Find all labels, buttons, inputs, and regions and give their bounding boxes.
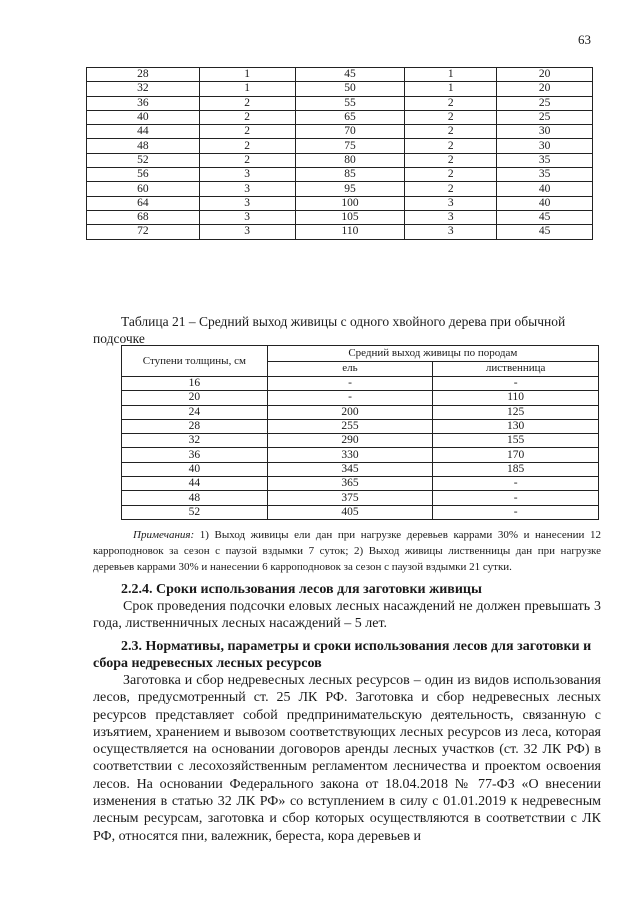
section-2-2-4-text: Срок проведения подсочки еловых лесных насаждений не должен превышать 3 года, лиственничных лесных насаждений – 5 лет.	[93, 599, 601, 632]
table-cell: 35	[497, 153, 593, 167]
table-cell: 64	[87, 196, 200, 210]
table-cell: 45	[497, 225, 593, 239]
table-cell: 155	[433, 434, 599, 448]
table-cell: 105	[295, 210, 405, 224]
table-cell: 35	[497, 168, 593, 182]
table-row	[122, 505, 599, 519]
table-cell: 68	[87, 210, 200, 224]
table-cell: 405	[267, 505, 433, 519]
table-row	[87, 210, 593, 224]
table-cell: 75	[295, 139, 405, 153]
table-cell: 80	[295, 153, 405, 167]
table-cell: 44	[122, 477, 268, 491]
table-cell: 20	[497, 82, 593, 96]
table-cell: 65	[295, 110, 405, 124]
table-cell: 1	[405, 82, 497, 96]
table-cell: 3	[199, 168, 295, 182]
table-cell: -	[267, 377, 433, 391]
table-cell: 345	[267, 462, 433, 476]
note-text: 1) Выход живицы ели дан при нагрузке деревьев каррами 30% и нанесении 12 карроподновок за сезон с паузой вздымки 7 суток; 2) Выход живицы лиственницы дан при нагрузке деревьев каррами 30% и нанесении 6 карроподновок за сезон с паузой вздымки 21 сутки.	[93, 529, 601, 573]
table-21-caption	[93, 313, 599, 347]
table-cell: 2	[199, 153, 295, 167]
section-2-2-4-heading: 2.2.4. Сроки использования лесов для заготовки живицы	[121, 582, 482, 597]
table-cell: 375	[267, 491, 433, 505]
table-row	[87, 225, 593, 239]
section-2-3-heading: 2.3. Нормативы, параметры и сроки использования лесов для заготовки и сбора недревесных лесных ресурсов	[93, 639, 592, 671]
table-cell: 2	[199, 139, 295, 153]
table-cell: 55	[295, 96, 405, 110]
table-cell: 2	[199, 125, 295, 139]
table-cell: 70	[295, 125, 405, 139]
header-larch: лиственница	[433, 361, 599, 377]
table-21	[121, 345, 599, 520]
note-label: Примечания:	[133, 529, 195, 541]
table-row	[122, 448, 599, 462]
table-cell: 56	[87, 168, 200, 182]
table-cell: 40	[497, 196, 593, 210]
table-cell: 16	[122, 377, 268, 391]
table-cell: 28	[122, 419, 268, 433]
table-cell: 20	[497, 68, 593, 82]
table-cell: 36	[87, 96, 200, 110]
table-cell: 32	[122, 434, 268, 448]
table-row	[122, 491, 599, 505]
table-cell: 2	[199, 110, 295, 124]
table-row	[122, 419, 599, 433]
table-note	[93, 527, 601, 575]
table-row	[87, 110, 593, 124]
table-row	[87, 196, 593, 210]
table-cell: 3	[405, 225, 497, 239]
table-cell: 32	[87, 82, 200, 96]
table-cell: 52	[87, 153, 200, 167]
header-resin-yield: Средний выход живицы по породам	[267, 346, 598, 362]
table-cell: 2	[405, 153, 497, 167]
table-row	[87, 139, 593, 153]
table-cell: 3	[405, 210, 497, 224]
table-cell: 2	[199, 96, 295, 110]
table-cell: -	[433, 491, 599, 505]
table-21-caption-line2: подсочке	[93, 331, 145, 346]
table-cell: 40	[122, 462, 268, 476]
table-cell: -	[433, 477, 599, 491]
table-cell: 1	[199, 68, 295, 82]
table-row	[122, 477, 599, 491]
table-cell: 170	[433, 448, 599, 462]
table-cell: 290	[267, 434, 433, 448]
table-cell: 28	[87, 68, 200, 82]
table-cell: 110	[433, 391, 599, 405]
table-cell: 24	[122, 405, 268, 419]
table-cell: 3	[199, 196, 295, 210]
table-cell: 48	[87, 139, 200, 153]
table-cell: 3	[199, 225, 295, 239]
table-row	[87, 153, 593, 167]
table-continuation	[86, 67, 593, 240]
table-cell: 45	[295, 68, 405, 82]
table-cell: 2	[405, 168, 497, 182]
table-cell: 95	[295, 182, 405, 196]
table-cell: 40	[497, 182, 593, 196]
table-21-caption-line1: Таблица 21 – Средний выход живицы с одного хвойного дерева при обычной	[121, 314, 566, 329]
table-row	[122, 434, 599, 448]
table-row	[87, 82, 593, 96]
table-cell: 45	[497, 210, 593, 224]
table-row	[87, 96, 593, 110]
table-cell: 60	[87, 182, 200, 196]
table-cell: 100	[295, 196, 405, 210]
table-cell: 25	[497, 96, 593, 110]
table-cell: 30	[497, 139, 593, 153]
table-cell: 255	[267, 419, 433, 433]
table-cell: 30	[497, 125, 593, 139]
table-row	[87, 125, 593, 139]
table-cell: 130	[433, 419, 599, 433]
table-cell: 44	[87, 125, 200, 139]
table-cell: -	[433, 505, 599, 519]
table-cell: 36	[122, 448, 268, 462]
table-cell: 52	[122, 505, 268, 519]
table-cell: 2	[405, 182, 497, 196]
table-21-body	[122, 377, 599, 520]
table-row	[122, 405, 599, 419]
table-row	[87, 168, 593, 182]
header-thickness: Ступени толщины, см	[122, 346, 268, 377]
section-2-3-text: Заготовка и сбор недревесных лесных ресурсов – один из видов использования лесов, предусмотренный ст. 25 ЛК РФ. Заготовка и сбор недревесных лесных ресурсов представляет собой предпринимательскую деятельность, связанную с изъятием, хранением и вывозом соответствующих лесных ресурсов из леса, которая осуществляется на основании договоров аренды лесных участков (ст. 32 ЛК РФ) в соответствии с лесохозяйственным регламентом лесничества и проектом освоения лесов. На основании Федерального закона от 18.04.2018 № 77-ФЗ «О внесении изменения в статью 32 ЛК РФ» со вступлением в силу с 01.01.2019 к недревесным лесным ресурсам, заготовка и сбор которых осуществляются в соответствии с ЛК РФ, относятся пни, валежник, береста, кора деревьев и	[93, 673, 601, 844]
table-cell: 85	[295, 168, 405, 182]
table-cell: 2	[405, 125, 497, 139]
table-cell: 330	[267, 448, 433, 462]
table-cell: 20	[122, 391, 268, 405]
page-number: 63	[578, 32, 591, 47]
table-cell: -	[267, 391, 433, 405]
table-cell: 365	[267, 477, 433, 491]
table-cell: 185	[433, 462, 599, 476]
table-cell: 2	[405, 139, 497, 153]
table-row	[87, 182, 593, 196]
table-cell: 3	[199, 182, 295, 196]
table-cell: 1	[199, 82, 295, 96]
table-cell: 2	[405, 96, 497, 110]
header-spruce: ель	[267, 361, 433, 377]
table-cell: 3	[199, 210, 295, 224]
table-cell: 72	[87, 225, 200, 239]
table-cell: 40	[87, 110, 200, 124]
table-cell: 110	[295, 225, 405, 239]
table-row	[122, 462, 599, 476]
table-row	[87, 68, 593, 82]
table-cell: 1	[405, 68, 497, 82]
table-row	[122, 377, 599, 391]
table-cell: 2	[405, 110, 497, 124]
table-cell: 25	[497, 110, 593, 124]
table-cell: 48	[122, 491, 268, 505]
table-cell: 125	[433, 405, 599, 419]
table-continuation-body	[87, 68, 593, 240]
table-cell: -	[433, 377, 599, 391]
table-cell: 50	[295, 82, 405, 96]
table-row	[122, 391, 599, 405]
table-cell: 200	[267, 405, 433, 419]
table-cell: 3	[405, 196, 497, 210]
